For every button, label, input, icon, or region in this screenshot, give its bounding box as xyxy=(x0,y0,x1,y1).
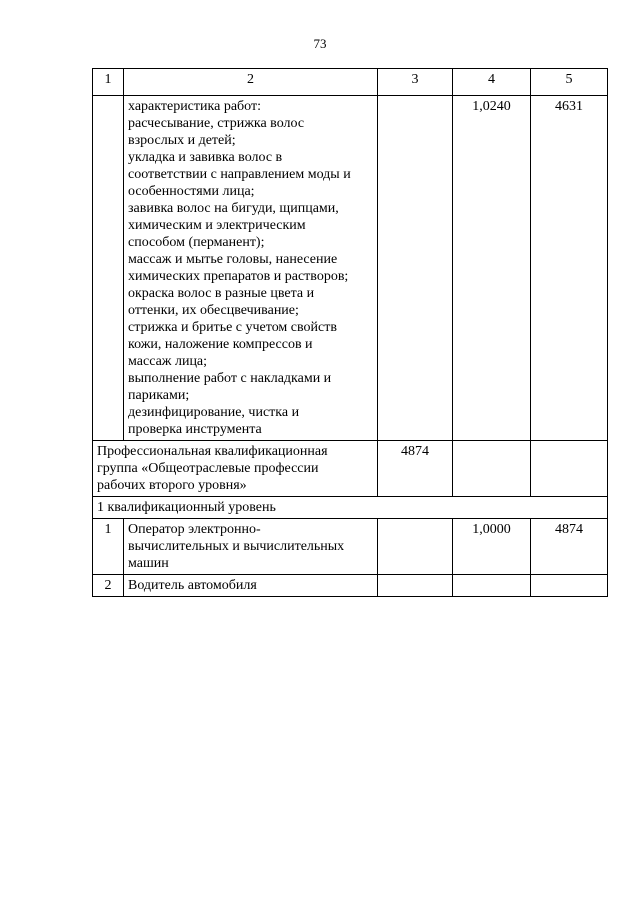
table-row-qualification-level xyxy=(93,497,608,519)
profession-line: Водитель автомобиля xyxy=(128,578,257,593)
qualification-level-cell: 1 квалификационный уровень xyxy=(93,497,608,519)
salary-table xyxy=(92,68,608,597)
profession-line: машин xyxy=(128,556,169,571)
table-row-qualification-group xyxy=(93,441,608,497)
header-cell-2: 2 xyxy=(124,69,378,96)
header-cell-3: 3 xyxy=(378,69,453,96)
description-line: способом (перманент); xyxy=(128,235,265,250)
description-line: дезинфицирование, чистка и xyxy=(128,405,300,420)
header-cell-5: 5 xyxy=(531,69,608,96)
header-cell-4: 4 xyxy=(453,69,531,96)
description-line: кожи, наложение компрессов и xyxy=(128,337,313,352)
description-line: укладка и завивка волос в xyxy=(128,150,283,165)
cell-number xyxy=(93,96,124,441)
description-line: оттенки, их обесцвечивание; xyxy=(128,303,299,318)
group-title-line: Профессиональная квалификационная xyxy=(97,444,328,459)
coefficient-cell: 1,0240 xyxy=(453,96,531,441)
table-header-row xyxy=(93,69,608,96)
base-salary-cell xyxy=(378,519,453,575)
description-line: выполнение работ с накладками и xyxy=(128,371,332,386)
base-salary-cell xyxy=(378,96,453,441)
coefficient-cell: 1,0000 xyxy=(453,519,531,575)
salary-cell xyxy=(531,441,608,497)
description-line: взрослых и детей; xyxy=(128,133,236,148)
description-line: париками; xyxy=(128,388,190,403)
description-line: массаж и мытье головы, нанесение xyxy=(128,252,338,267)
description-line: расчесывание, стрижка волос xyxy=(128,116,305,131)
description-line: массаж лица; xyxy=(128,354,208,369)
profession-line: Оператор электронно- xyxy=(128,522,261,537)
description-line: особенностями лица; xyxy=(128,184,255,199)
profession-line: вычислительных и вычислительных xyxy=(128,539,345,554)
table-row xyxy=(93,519,608,575)
coefficient-cell xyxy=(453,575,531,597)
salary-cell xyxy=(531,575,608,597)
base-salary-cell: 4874 xyxy=(378,441,453,497)
description-line: завивка волос на бигуди, щипцами, xyxy=(128,201,339,216)
description-line: соответствии с направлением моды и xyxy=(128,167,351,182)
coefficient-cell xyxy=(453,441,531,497)
page-number: 73 xyxy=(313,36,327,51)
description-line: окраска волос в разные цвета и xyxy=(128,286,315,301)
salary-cell: 4874 xyxy=(531,519,608,575)
profession-cell xyxy=(124,519,378,575)
item-number-cell: 1 xyxy=(93,519,124,575)
work-description-cell xyxy=(124,96,378,441)
description-line: проверка инструмента xyxy=(128,422,262,437)
table-row xyxy=(93,575,608,597)
description-line: характеристика работ: xyxy=(128,99,261,114)
salary-cell: 4631 xyxy=(531,96,608,441)
group-title-line: рабочих второго уровня» xyxy=(97,478,247,493)
item-number-cell: 2 xyxy=(93,575,124,597)
header-cell-1: 1 xyxy=(93,69,124,96)
description-line: химическим и электрическим xyxy=(128,218,306,233)
description-line: химических препаратов и растворов; xyxy=(128,269,349,284)
profession-cell xyxy=(124,575,378,597)
qualification-group-cell xyxy=(93,441,378,497)
table-row-work-description xyxy=(93,96,608,441)
base-salary-cell xyxy=(378,575,453,597)
group-title-line: группа «Общеотраслевые профессии xyxy=(97,461,319,476)
description-line: стрижка и бритье с учетом свойств xyxy=(128,320,337,335)
